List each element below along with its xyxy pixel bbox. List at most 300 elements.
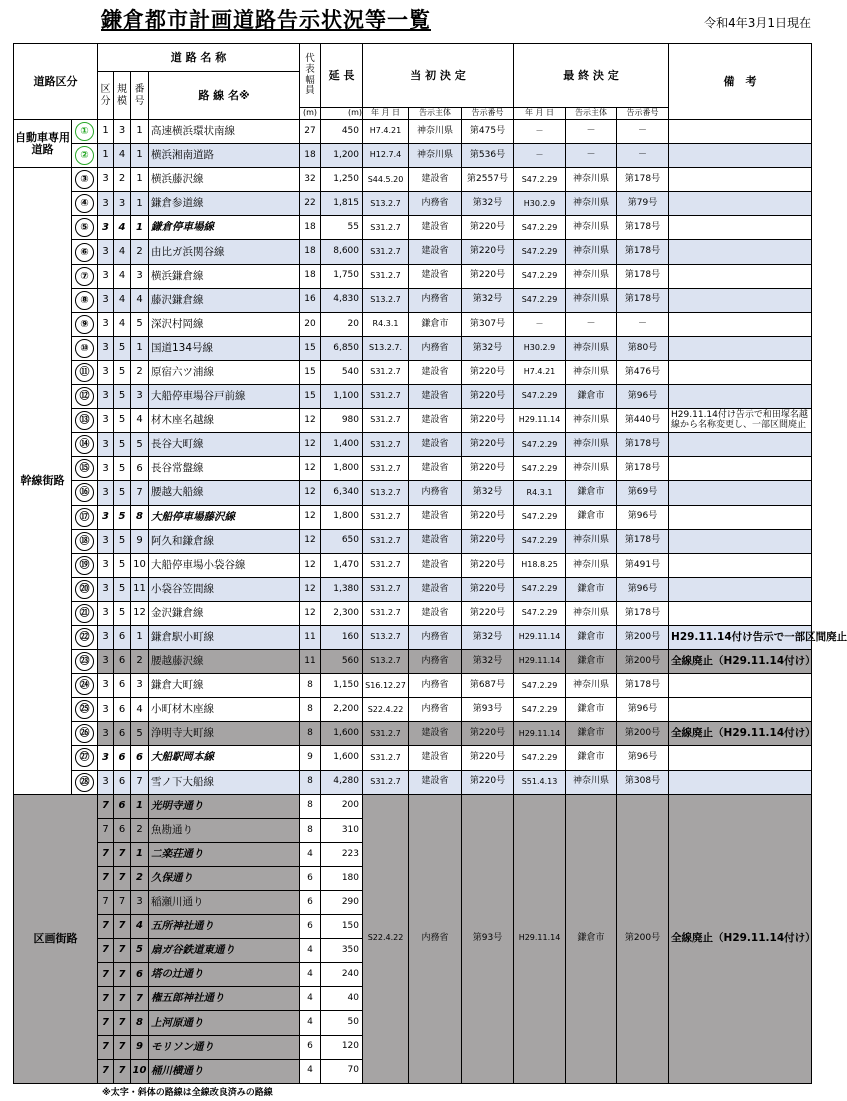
cell-route-name: 扇ガ谷鉄道東通り <box>149 939 300 963</box>
row-number <box>72 264 98 288</box>
cell-remarks <box>669 674 812 698</box>
cell-final-date: H29.11.14 <box>514 409 566 433</box>
cell-kibo: 4 <box>114 288 131 312</box>
table-row <box>14 505 812 529</box>
table-row <box>14 336 812 360</box>
cell-initial-authority: 建設省 <box>409 529 462 553</box>
cell-final-notice: 第178号 <box>617 457 669 481</box>
cell-ku: 3 <box>98 505 114 529</box>
cell-width: 15 <box>300 336 321 360</box>
cell-width: 6 <box>300 915 321 939</box>
cell-length: 200 <box>321 794 363 818</box>
cell-route-name: 鎌倉参道線 <box>149 192 300 216</box>
cell-initial-date: S31.2.7 <box>363 264 409 288</box>
cell-initial-authority: 建設省 <box>409 457 462 481</box>
cell-remarks <box>669 481 812 505</box>
cell-ban: 7 <box>131 770 149 794</box>
cell-ban: 1 <box>131 216 149 240</box>
cell-final-date: S47.2.29 <box>514 457 566 481</box>
row-number-badge: ㉕ <box>75 700 94 719</box>
cell-ku: 3 <box>98 264 114 288</box>
cell-ban: 1 <box>131 192 149 216</box>
cell-ban: 7 <box>131 987 149 1011</box>
cell-route-name: 鎌倉停車場線 <box>149 216 300 240</box>
cell-ku: 3 <box>98 625 114 649</box>
cell-initial-authority: 鎌倉市 <box>409 312 462 336</box>
cell-remarks: 全線廃止（H29.11.14付け） <box>669 650 812 674</box>
cell-initial-date: S13.2.7 <box>363 481 409 505</box>
row-number-badge: ⑭ <box>75 435 94 454</box>
cell-length: 6,340 <box>321 481 363 505</box>
cell-kibo: 7 <box>114 963 131 987</box>
cell-final-authority: － <box>566 120 617 144</box>
header-length: 延 長 <box>321 44 363 108</box>
cell-final-authority: 鎌倉市 <box>566 698 617 722</box>
cell-final-notice: 第200号 <box>617 794 669 1083</box>
cell-initial-date: S22.4.22 <box>363 698 409 722</box>
cell-initial-authority: 内務省 <box>409 481 462 505</box>
cell-ku: 3 <box>98 433 114 457</box>
cell-kibo: 7 <box>114 915 131 939</box>
header-initial: 当 初 決 定 <box>363 44 514 108</box>
cell-initial-date: S31.2.7 <box>363 360 409 384</box>
as-of-date: 令和4年3月1日現在 <box>704 16 811 30</box>
cell-initial-notice: 第32号 <box>462 650 514 674</box>
table-row <box>14 120 812 144</box>
cell-initial-date: H7.4.21 <box>363 120 409 144</box>
row-number <box>72 722 98 746</box>
cell-final-date: H29.11.14 <box>514 794 566 1083</box>
cell-remarks <box>669 360 812 384</box>
cell-route-name: 大船停車場藤沢線 <box>149 505 300 529</box>
cell-ku: 7 <box>98 794 114 818</box>
cell-route-name: 阿久和鎌倉線 <box>149 529 300 553</box>
cell-kibo: 7 <box>114 987 131 1011</box>
cell-route-name: 浄明寺大町線 <box>149 722 300 746</box>
cell-final-date: S47.2.29 <box>514 216 566 240</box>
cell-final-date: S47.2.29 <box>514 385 566 409</box>
cell-initial-date: S31.2.7 <box>363 240 409 264</box>
cell-length: 980 <box>321 409 363 433</box>
cell-width: 4 <box>300 842 321 866</box>
cell-initial-date: S31.2.7 <box>363 770 409 794</box>
cell-ban: 10 <box>131 553 149 577</box>
cell-initial-notice: 第32号 <box>462 481 514 505</box>
cell-ban: 1 <box>131 168 149 192</box>
cell-remarks <box>669 264 812 288</box>
cell-final-date: S47.2.29 <box>514 505 566 529</box>
cell-initial-authority: 内務省 <box>409 288 462 312</box>
table-row <box>14 553 812 577</box>
header-kibo: 規模 <box>114 72 131 120</box>
row-number-badge: ⑱ <box>75 532 94 551</box>
cell-final-notice: － <box>617 312 669 336</box>
cell-final-date: － <box>514 144 566 168</box>
cell-kibo: 3 <box>114 192 131 216</box>
table-row <box>14 264 812 288</box>
cell-length: 180 <box>321 866 363 890</box>
row-number <box>72 144 98 168</box>
cell-width: 12 <box>300 529 321 553</box>
cell-kibo: 7 <box>114 1035 131 1059</box>
cell-initial-authority: 内務省 <box>409 336 462 360</box>
cell-remarks <box>669 336 812 360</box>
cell-length: 40 <box>321 987 363 1011</box>
cell-ban: 1 <box>131 120 149 144</box>
cell-kibo: 6 <box>114 674 131 698</box>
cell-kibo: 7 <box>114 891 131 915</box>
cell-width: 18 <box>300 264 321 288</box>
cell-initial-notice: 第220号 <box>462 505 514 529</box>
cell-remarks: 全線廃止（H29.11.14付け） <box>669 722 812 746</box>
cell-route-name: 桶川横通り <box>149 1059 300 1083</box>
cell-initial-authority: 内務省 <box>409 192 462 216</box>
cell-route-name: 権五郎神社通り <box>149 987 300 1011</box>
cell-route-name: 大船停車場谷戸前線 <box>149 385 300 409</box>
cell-route-name: 高速横浜環状南線 <box>149 120 300 144</box>
cell-kibo: 7 <box>114 866 131 890</box>
cell-kibo: 4 <box>114 312 131 336</box>
cell-route-name: モリソン通り <box>149 1035 300 1059</box>
table-row <box>14 409 812 433</box>
cell-width: 32 <box>300 168 321 192</box>
cell-final-authority: 神奈川県 <box>566 336 617 360</box>
section-district: 区画街路 <box>14 794 98 1083</box>
cell-initial-authority: 神奈川県 <box>409 120 462 144</box>
cell-kibo: 6 <box>114 770 131 794</box>
cell-ban: 7 <box>131 481 149 505</box>
cell-initial-notice: 第220号 <box>462 553 514 577</box>
cell-ban: 3 <box>131 891 149 915</box>
header-width-unit: (m) <box>300 108 321 120</box>
cell-remarks: 全線廃止（H29.11.14付け） <box>669 794 812 1083</box>
cell-initial-authority: 建設省 <box>409 746 462 770</box>
cell-final-date: － <box>514 120 566 144</box>
cell-ban: 2 <box>131 360 149 384</box>
cell-ban: 5 <box>131 722 149 746</box>
cell-ban: 6 <box>131 457 149 481</box>
cell-remarks: H29.11.14付け告示で和田塚名越線から名称変更し、一部区間廃止 <box>669 409 812 433</box>
header-notice-2: 告示番号 <box>617 108 669 120</box>
cell-initial-authority: 内務省 <box>409 674 462 698</box>
header-length-unit: (m) <box>321 108 363 120</box>
cell-final-notice: 第200号 <box>617 722 669 746</box>
cell-final-date: S47.2.29 <box>514 240 566 264</box>
cell-width: 12 <box>300 433 321 457</box>
cell-final-notice: 第178号 <box>617 168 669 192</box>
cell-length: 1,800 <box>321 457 363 481</box>
cell-width: 4 <box>300 939 321 963</box>
cell-final-date: S47.2.29 <box>514 264 566 288</box>
cell-width: 4 <box>300 1059 321 1083</box>
cell-final-date: S47.2.29 <box>514 433 566 457</box>
cell-width: 8 <box>300 794 321 818</box>
cell-route-name: 金沢鎌倉線 <box>149 601 300 625</box>
cell-ku: 3 <box>98 529 114 553</box>
cell-initial-notice: 第536号 <box>462 144 514 168</box>
cell-initial-notice: 第220号 <box>462 409 514 433</box>
cell-final-notice: 第178号 <box>617 601 669 625</box>
cell-initial-date: S31.2.7 <box>363 601 409 625</box>
cell-kibo: 5 <box>114 577 131 601</box>
row-number-badge: ⑪ <box>75 363 94 382</box>
row-number-badge: ⑳ <box>75 580 94 599</box>
cell-final-date: S47.2.29 <box>514 168 566 192</box>
cell-initial-date: S31.2.7 <box>363 505 409 529</box>
row-number-badge: ㉔ <box>75 676 94 695</box>
cell-initial-date: S13.2.7. <box>363 336 409 360</box>
cell-ban: 5 <box>131 433 149 457</box>
cell-ku: 7 <box>98 866 114 890</box>
cell-ku: 3 <box>98 360 114 384</box>
cell-final-notice: 第178号 <box>617 674 669 698</box>
cell-initial-date: S31.2.7 <box>363 409 409 433</box>
cell-ban: 8 <box>131 1011 149 1035</box>
cell-kibo: 6 <box>114 818 131 842</box>
cell-length: 650 <box>321 529 363 553</box>
cell-final-authority: 鎌倉市 <box>566 505 617 529</box>
cell-length: 1,150 <box>321 674 363 698</box>
row-number-badge: ㉗ <box>75 748 94 767</box>
cell-ku: 3 <box>98 192 114 216</box>
cell-remarks <box>669 505 812 529</box>
cell-length: 2,200 <box>321 698 363 722</box>
cell-width: 11 <box>300 650 321 674</box>
cell-ku: 7 <box>98 1059 114 1083</box>
cell-initial-authority: 建設省 <box>409 240 462 264</box>
row-number-badge: ㉑ <box>75 604 94 623</box>
cell-route-name: 雪ノ下大船線 <box>149 770 300 794</box>
row-number <box>72 216 98 240</box>
cell-initial-notice: 第220号 <box>462 746 514 770</box>
cell-final-authority: － <box>566 312 617 336</box>
cell-ku: 7 <box>98 963 114 987</box>
cell-ban: 2 <box>131 650 149 674</box>
cell-ban: 8 <box>131 505 149 529</box>
cell-length: 540 <box>321 360 363 384</box>
table-row <box>14 240 812 264</box>
footnote: ※太字・斜体の路線は全線改良済みの路線 <box>102 1088 273 1098</box>
row-number-badge: ㉖ <box>75 724 94 743</box>
cell-initial-date: S31.2.7 <box>363 529 409 553</box>
cell-ban: 11 <box>131 577 149 601</box>
cell-final-notice: 第80号 <box>617 336 669 360</box>
cell-width: 18 <box>300 144 321 168</box>
cell-width: 15 <box>300 360 321 384</box>
cell-initial-date: R4.3.1 <box>363 312 409 336</box>
cell-remarks <box>669 770 812 794</box>
cell-route-name: 腰越藤沢線 <box>149 650 300 674</box>
row-number <box>72 385 98 409</box>
cell-length: 1,800 <box>321 505 363 529</box>
cell-final-date: H7.4.21 <box>514 360 566 384</box>
cell-initial-authority: 建設省 <box>409 577 462 601</box>
cell-width: 8 <box>300 698 321 722</box>
cell-length: 450 <box>321 120 363 144</box>
cell-final-notice: 第79号 <box>617 192 669 216</box>
cell-length: 8,600 <box>321 240 363 264</box>
cell-final-date: H30.2.9 <box>514 192 566 216</box>
cell-kibo: 4 <box>114 144 131 168</box>
row-number-badge: ㉓ <box>75 652 94 671</box>
cell-initial-authority: 建設省 <box>409 553 462 577</box>
cell-length: 1,250 <box>321 168 363 192</box>
header-road-name: 道 路 名 称 <box>98 44 300 72</box>
cell-kibo: 5 <box>114 360 131 384</box>
cell-ku: 3 <box>98 553 114 577</box>
cell-width: 12 <box>300 457 321 481</box>
row-number-badge: ② <box>75 146 94 165</box>
cell-final-authority: 鎌倉市 <box>566 722 617 746</box>
cell-final-date: H29.11.14 <box>514 625 566 649</box>
cell-initial-notice: 第93号 <box>462 698 514 722</box>
cell-initial-authority: 建設省 <box>409 264 462 288</box>
cell-initial-notice: 第93号 <box>462 794 514 1083</box>
cell-remarks <box>669 698 812 722</box>
cell-ku: 3 <box>98 288 114 312</box>
cell-ban: 4 <box>131 698 149 722</box>
cell-initial-date: S31.2.7 <box>363 577 409 601</box>
cell-final-notice: 第476号 <box>617 360 669 384</box>
cell-kibo: 7 <box>114 1059 131 1083</box>
row-number-badge: ⑰ <box>75 508 94 527</box>
cell-final-authority: 神奈川県 <box>566 360 617 384</box>
cell-initial-authority: 建設省 <box>409 168 462 192</box>
cell-ban: 4 <box>131 288 149 312</box>
cell-length: 70 <box>321 1059 363 1083</box>
cell-final-date: － <box>514 312 566 336</box>
row-number-badge: ⑩ <box>75 339 94 358</box>
cell-initial-date: S31.2.7 <box>363 433 409 457</box>
cell-final-authority: 鎌倉市 <box>566 481 617 505</box>
table-row <box>14 722 812 746</box>
cell-initial-authority: 建設省 <box>409 770 462 794</box>
cell-kibo: 5 <box>114 601 131 625</box>
cell-final-authority: 神奈川県 <box>566 553 617 577</box>
table-row <box>14 625 812 649</box>
cell-initial-authority: 建設省 <box>409 360 462 384</box>
row-number <box>72 240 98 264</box>
table-row <box>14 529 812 553</box>
cell-ban: 6 <box>131 746 149 770</box>
cell-kibo: 5 <box>114 433 131 457</box>
row-number <box>72 505 98 529</box>
cell-length: 160 <box>321 625 363 649</box>
cell-kibo: 5 <box>114 529 131 553</box>
cell-final-authority: 神奈川県 <box>566 529 617 553</box>
cell-length: 1,100 <box>321 385 363 409</box>
cell-final-authority: 鎌倉市 <box>566 746 617 770</box>
cell-route-name: 原宿六ツ浦線 <box>149 360 300 384</box>
cell-initial-notice: 第220号 <box>462 360 514 384</box>
cell-kibo: 6 <box>114 794 131 818</box>
cell-ku: 1 <box>98 120 114 144</box>
cell-initial-authority: 内務省 <box>409 794 462 1083</box>
cell-final-date: H30.2.9 <box>514 336 566 360</box>
row-number-badge: ⑥ <box>75 243 94 262</box>
row-number-badge: ㉒ <box>75 628 94 647</box>
row-number-badge: ③ <box>75 170 94 189</box>
cell-final-notice: 第491号 <box>617 553 669 577</box>
cell-final-date: H18.8.25 <box>514 553 566 577</box>
cell-initial-date: S31.2.7 <box>363 553 409 577</box>
cell-ban: 2 <box>131 866 149 890</box>
cell-initial-notice: 第220号 <box>462 601 514 625</box>
table-row <box>14 601 812 625</box>
cell-final-authority: 鎌倉市 <box>566 794 617 1083</box>
cell-ban: 2 <box>131 240 149 264</box>
cell-width: 12 <box>300 577 321 601</box>
cell-remarks <box>669 385 812 409</box>
cell-initial-authority: 神奈川県 <box>409 144 462 168</box>
cell-width: 12 <box>300 505 321 529</box>
cell-final-notice: － <box>617 120 669 144</box>
cell-length: 1,815 <box>321 192 363 216</box>
cell-width: 18 <box>300 240 321 264</box>
cell-initial-date: S13.2.7 <box>363 288 409 312</box>
cell-initial-date: S31.2.7 <box>363 746 409 770</box>
cell-route-name: 鎌倉駅小町線 <box>149 625 300 649</box>
cell-initial-date: S16.12.27 <box>363 674 409 698</box>
cell-length: 20 <box>321 312 363 336</box>
cell-ku: 3 <box>98 770 114 794</box>
cell-ku: 3 <box>98 385 114 409</box>
cell-ku: 3 <box>98 312 114 336</box>
cell-ku: 7 <box>98 987 114 1011</box>
cell-final-notice: 第178号 <box>617 529 669 553</box>
cell-remarks <box>669 216 812 240</box>
cell-route-name: 二楽荘通り <box>149 842 300 866</box>
cell-initial-authority: 建設省 <box>409 385 462 409</box>
cell-kibo: 7 <box>114 939 131 963</box>
table-row <box>14 698 812 722</box>
cell-width: 27 <box>300 120 321 144</box>
cell-route-name: 長谷大町線 <box>149 433 300 457</box>
cell-final-date: S47.2.29 <box>514 698 566 722</box>
cell-route-name: 大船駅岡本線 <box>149 746 300 770</box>
cell-width: 8 <box>300 722 321 746</box>
cell-ban: 3 <box>131 385 149 409</box>
cell-width: 18 <box>300 216 321 240</box>
cell-length: 2,300 <box>321 601 363 625</box>
cell-width: 12 <box>300 601 321 625</box>
cell-width: 12 <box>300 481 321 505</box>
cell-initial-notice: 第32号 <box>462 336 514 360</box>
row-number <box>72 553 98 577</box>
cell-final-authority: 神奈川県 <box>566 409 617 433</box>
cell-length: 223 <box>321 842 363 866</box>
cell-final-authority: 鎌倉市 <box>566 385 617 409</box>
cell-ku: 7 <box>98 842 114 866</box>
cell-initial-date: S13.2.7 <box>363 625 409 649</box>
cell-length: 150 <box>321 915 363 939</box>
header-route-name: 路 線 名※ <box>149 72 300 120</box>
cell-initial-notice: 第220号 <box>462 529 514 553</box>
row-number <box>72 577 98 601</box>
row-number-badge: ① <box>75 122 94 141</box>
cell-final-notice: 第178号 <box>617 264 669 288</box>
cell-width: 6 <box>300 891 321 915</box>
section-expressway: 自動車専用道路 <box>14 120 72 168</box>
cell-length: 4,280 <box>321 770 363 794</box>
cell-kibo: 2 <box>114 168 131 192</box>
table-row <box>14 144 812 168</box>
table-row <box>14 794 812 818</box>
table-row <box>14 192 812 216</box>
cell-route-name: 横浜藤沢線 <box>149 168 300 192</box>
cell-width: 4 <box>300 987 321 1011</box>
cell-route-name: 由比ガ浜関谷線 <box>149 240 300 264</box>
